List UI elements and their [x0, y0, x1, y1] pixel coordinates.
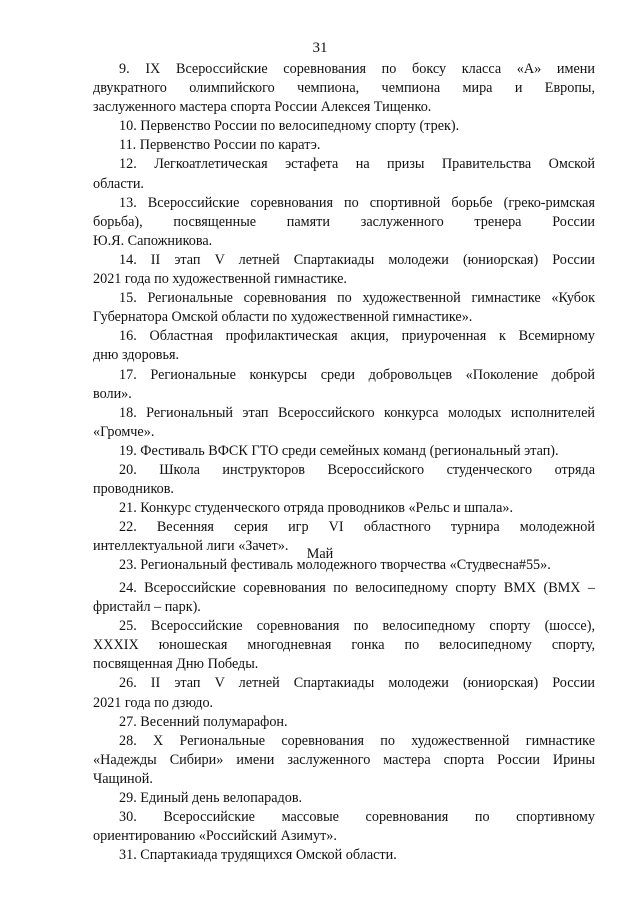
item-text: Фестиваль ВФСК ГТО среди семейных команд (региональный этап).	[140, 442, 559, 459]
item-line	[93, 846, 595, 865]
item-number: 15.	[119, 290, 137, 307]
item-number: 18.	[119, 404, 137, 421]
item-line	[93, 674, 595, 693]
item-text: фристайл – парк).	[93, 599, 201, 616]
item-text: XXXIX юношеская многодневная гонка по велосипедному спорту,	[93, 637, 595, 654]
item-number: 30.	[119, 809, 137, 826]
item-line	[93, 232, 595, 251]
item-line	[93, 385, 595, 404]
item-line	[93, 346, 595, 365]
item-text: Региональные соревнования по художественной гимнастике «Кубок	[147, 290, 596, 307]
item-line	[93, 289, 595, 308]
item-line	[93, 404, 595, 423]
item-number: 27.	[119, 713, 137, 730]
item-text: Единый день велопарадов.	[140, 790, 303, 807]
item-text: дню здоровья.	[93, 347, 180, 364]
item-text: Всероссийские соревнования по велосипедному спорту (шоссе),	[150, 618, 596, 635]
item-number: 16.	[119, 328, 137, 345]
item-line	[93, 636, 595, 655]
item-text: Легкоатлетическая эстафета на призы Правительства Омской	[154, 156, 596, 173]
item-text: Школа инструкторов Всероссийского студенческого отряда	[159, 461, 596, 478]
item-line	[93, 499, 595, 518]
item-line	[93, 175, 595, 194]
list-item	[93, 60, 595, 117]
item-line	[93, 117, 595, 136]
item-line	[93, 789, 595, 808]
item-line	[93, 79, 595, 98]
list-item	[93, 674, 595, 712]
item-text: Спартакиада трудящихся Омской области.	[140, 847, 397, 864]
item-text: Региональные конкурсы среди добровольцев «Поколение доброй	[150, 366, 595, 383]
item-line	[93, 617, 595, 636]
item-text: Первенство России по каратэ.	[139, 137, 321, 154]
may-events-list	[93, 579, 595, 865]
item-text: этап V летней Спартакиады молодежи (юниорская) России	[174, 675, 596, 692]
item-text: Ю.Я. Сапожникова.	[93, 232, 213, 249]
item-text: 2021 года по дзюдо.	[93, 694, 214, 711]
item-text: Губернатора Омской области по художественной гимнастике».	[93, 309, 473, 326]
list-item	[93, 789, 595, 808]
item-line	[93, 751, 595, 770]
list-item	[93, 327, 595, 365]
item-number: 25.	[119, 618, 137, 635]
item-line	[93, 827, 595, 846]
item-number: 20.	[119, 461, 137, 478]
list-item	[93, 617, 595, 674]
item-line	[93, 136, 595, 155]
item-number: 26. II	[119, 675, 161, 692]
item-text: Областная профилактическая акция, приуроченная к Всемирному	[149, 328, 596, 345]
item-text: Региональный этап Всероссийского конкурса молодых исполнителей	[146, 404, 595, 421]
list-item	[93, 499, 595, 518]
list-item	[93, 461, 595, 499]
item-text: борьба), посвященные памяти заслуженного тренера России	[93, 213, 595, 230]
item-number: 19.	[119, 442, 137, 459]
item-text: Всероссийские массовые соревнования по спортивному	[163, 809, 595, 826]
item-number: 9. IX	[119, 61, 161, 77]
item-line	[93, 770, 595, 789]
list-item	[93, 846, 595, 865]
item-text: Всероссийские соревнования по боксу класса «А» имени	[175, 61, 595, 77]
page-number: 31	[312, 40, 328, 56]
list-item	[93, 713, 595, 732]
item-text: двукратного олимпийского чемпиона, чемпиона мира и Европы,	[93, 80, 595, 97]
item-number: 21.	[119, 500, 137, 517]
item-text: интеллектуальной лиги «Зачет».	[93, 538, 289, 555]
item-line	[93, 327, 595, 346]
item-line	[93, 713, 595, 732]
item-number: 23.	[119, 557, 137, 574]
item-text: Весенний полумарафон.	[140, 713, 288, 730]
item-line	[93, 366, 595, 385]
item-text: Весенняя серия игр VI областного турнира молодежной	[156, 519, 595, 536]
item-text: ориентированию «Российский Азимут».	[93, 828, 337, 845]
item-text: Всероссийские соревнования по велосипедному спорту BMX (BMX –	[144, 580, 595, 596]
item-text: области.	[93, 175, 144, 192]
item-line	[93, 694, 595, 713]
item-line	[93, 598, 595, 617]
list-item	[93, 117, 595, 136]
item-line	[93, 308, 595, 327]
item-text: Первенство России по велосипедному спорту (трек).	[140, 118, 460, 135]
item-text: Региональные соревнования по художественной гимнастике	[179, 732, 595, 749]
item-line	[93, 808, 595, 827]
list-item	[93, 194, 595, 251]
list-item	[93, 442, 595, 461]
list-item	[93, 366, 595, 404]
list-item	[93, 732, 595, 789]
item-line	[93, 98, 595, 117]
item-number: 10.	[119, 118, 137, 135]
list-item	[93, 579, 595, 617]
item-text: «Громче».	[93, 423, 155, 440]
item-text: воли».	[93, 385, 132, 402]
list-item	[93, 251, 595, 289]
item-text: Чащиной.	[93, 770, 153, 787]
item-text: этап V летней Спартакиады молодежи (юниорская) России	[174, 251, 596, 268]
item-text: заслуженного мастера спорта России Алексея Тищенко.	[93, 99, 432, 116]
item-number: 28. X	[119, 732, 164, 749]
month-heading: Май	[306, 546, 334, 562]
item-number: 29.	[119, 790, 137, 807]
item-number: 14. II	[119, 251, 161, 268]
item-line	[93, 60, 595, 79]
list-item	[93, 808, 595, 846]
item-text: проводников.	[93, 481, 174, 498]
item-text: 2021 года по художественной гимнастике.	[93, 271, 347, 288]
item-text: Региональный фестиваль молодежного творчества «Студвесна#55».	[140, 557, 551, 574]
item-text: Конкурс студенческого отряда проводников «Рельс и шпала».	[140, 500, 514, 517]
item-number: 17.	[119, 366, 137, 383]
item-number: 12.	[119, 156, 137, 173]
april-events-list	[93, 60, 595, 576]
item-text: Всероссийские соревнования по спортивной борьбе (греко-римская	[147, 194, 595, 211]
item-line	[93, 194, 595, 213]
item-number: 11.	[119, 137, 137, 154]
item-line	[93, 442, 595, 461]
item-text: посвященная Дню Победы.	[93, 656, 259, 673]
item-line	[93, 155, 595, 174]
list-item	[93, 289, 595, 327]
item-line	[93, 461, 595, 480]
item-line	[93, 423, 595, 442]
item-number: 31.	[119, 847, 137, 864]
list-item	[93, 404, 595, 442]
item-line	[93, 213, 595, 232]
item-line	[93, 518, 595, 537]
item-line	[93, 655, 595, 674]
item-number: 22.	[119, 519, 137, 536]
list-item	[93, 136, 595, 155]
list-item	[93, 155, 595, 193]
item-line	[93, 270, 595, 289]
item-text: «Надежды Сибири» имени заслуженного мастера спорта России Ирины	[93, 751, 595, 768]
item-line	[93, 480, 595, 499]
item-number: 13.	[119, 194, 137, 211]
item-line	[93, 732, 595, 751]
item-line	[93, 579, 595, 598]
item-number: 24.	[119, 580, 137, 596]
item-line	[93, 251, 595, 270]
